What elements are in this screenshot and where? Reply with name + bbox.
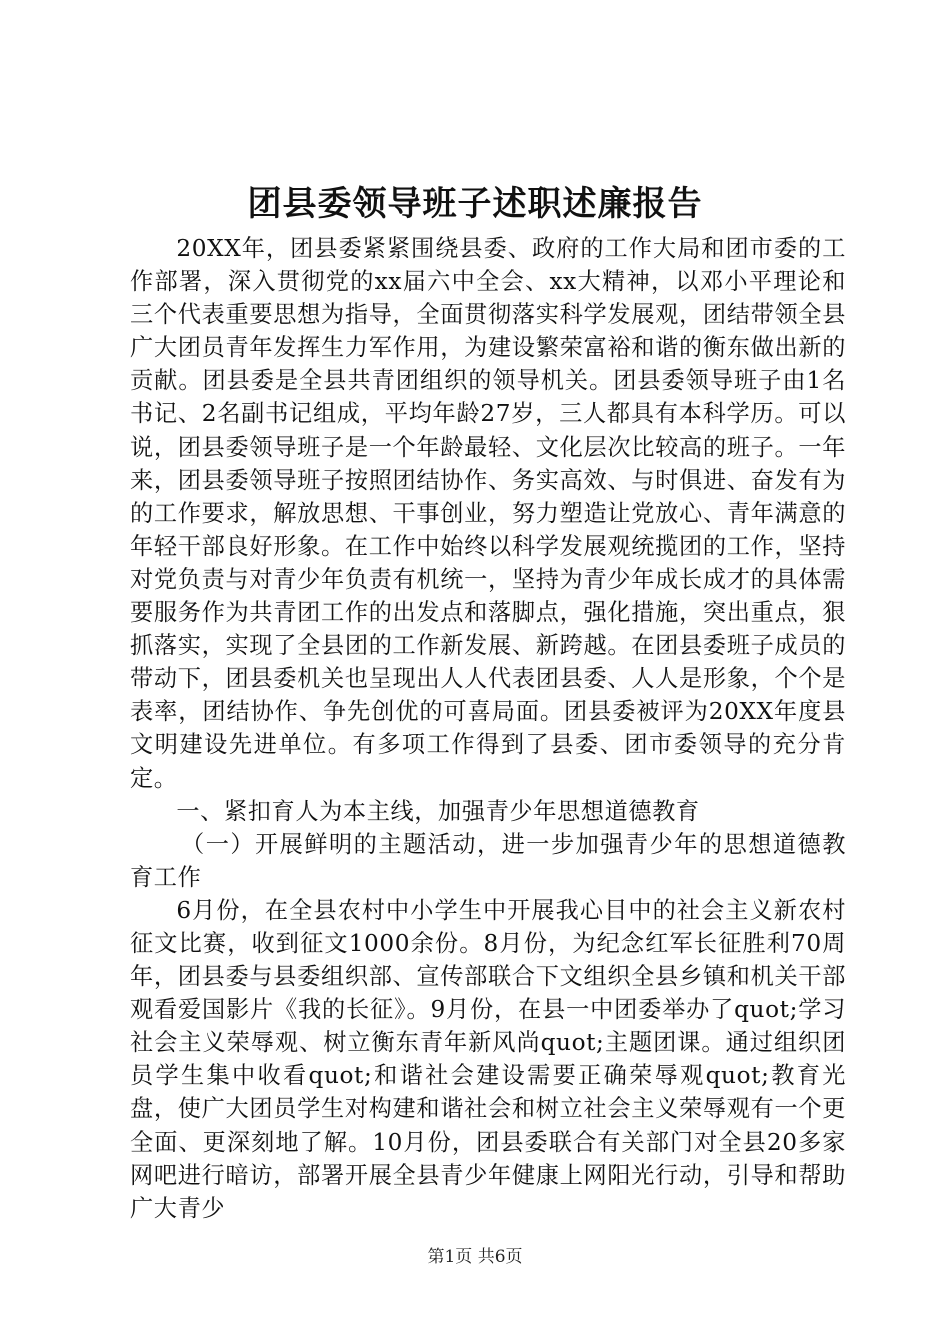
section-heading-1: 一、紧扣育人为本主线，加强青少年思想道德教育 <box>176 797 700 825</box>
document-title: 团县委领导班子述职述廉报告 <box>247 184 703 224</box>
subsection-heading-1: （一）开展鲜明的主题活动，进一步加强青少年的思想道德教育工作 <box>130 830 846 891</box>
page-number-footer: 第1页 共6页 <box>427 1247 523 1267</box>
paragraph-activities: 6月份，在全县农村中小学生中开展我心目中的社会主义新农村征文比赛，收到征文1000余份。8月份，为纪念红军长征胜利70周年，团县委与县委组织部、宣传部联合下文组织全县乡镇和机关干部观看爱国影片《我的长征》。9月份，在县一中团委举办了quot;学习社会主义荣辱观、树立衡东青年新风尚quot;主题团课。通过组织团员学生集中收看quot;和谐社会建设需要正确荣辱观quot;教育光盘，使广大团员学生对构建和谐社会和树立社会主义荣辱观有一个更全面、更深刻地了解。10月份，团县委联合有关部门对全县20多家网吧进行暗访，部署开展全县青少年健康上网阳光行动，引导和帮助广大青少 <box>130 896 846 1222</box>
document-body <box>130 232 846 1225</box>
paragraph-intro: 20XX年，团县委紧紧围绕县委、政府的工作大局和团市委的工作部署，深入贯彻党的xx届六中全会、xx大精神，以邓小平理论和三个代表重要思想为指导，全面贯彻落实科学发展观，团结带领全县广大团员青年发挥生力军作用，为建设繁荣富裕和谐的衡东做出新的贡献。团县委是全县共青团组织的领导机关。团县委领导班子由1名书记、2名副书记组成，平均年龄27岁，三人都具有本科学历。可以说，团县委领导班子是一个年龄最轻、文化层次比较高的班子。一年来，团县委领导班子按照团结协作、务实高效、与时俱进、奋发有为的工作要求，解放思想、干事创业，努力塑造让党放心、青年满意的年轻干部良好形象。在工作中始终以科学发展观统揽团的工作，坚持对党负责与对青少年负责有机统一，坚持为青少年成长成才的具体需要服务作为共青团工作的出发点和落脚点，强化措施，突出重点，狠抓落实，实现了全县团的工作新发展、新跨越。在团县委班子成员的带动下，团县委机关也呈现出人人代表团县委、人人是形象，个个是表率，团结协作、争先创优的可喜局面。团县委被评为20XX年度县文明建设先进单位。有多项工作得到了县委、团市委领导的充分肯定。 <box>130 235 846 792</box>
